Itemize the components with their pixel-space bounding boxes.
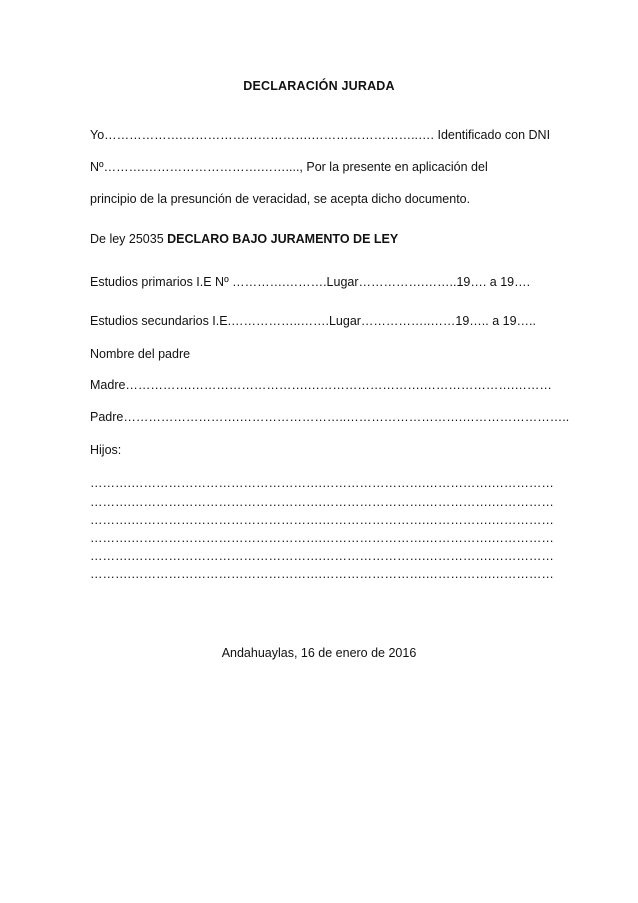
document-title: DECLARACIÓN JURADA <box>243 79 395 93</box>
principle-line: principio de la presunción de veracidad, se acepta dicho documento. <box>90 192 471 206</box>
children-line: ……….……………………………………….…………………….…………….…………… <box>90 567 554 581</box>
children-line: ……….……………………………………….…………………….…………….…………… <box>90 513 554 527</box>
secondary-studies-line: Estudios secundarios I.E.……………..…….Lugar……………..……19….. a 19….. <box>90 314 536 328</box>
declarant-line: Yo……………….………………………….……………………..…. Identificado con DNI <box>90 128 551 142</box>
father-name-label: Nombre del padre <box>90 347 191 361</box>
children-line: ……….……………………………………….…………………….…………….…………… <box>90 549 554 563</box>
law-line <box>90 232 398 247</box>
mother-line: Madre…………….……………………….……………………….………………….……… <box>90 378 552 392</box>
children-line: ……….……………………………………….…………………….…………….…………… <box>90 495 554 509</box>
primary-studies-line: Estudios primarios I.E Nº ………….……….Lugar…………….……..19…. a 19…. <box>90 275 531 289</box>
law-prefix: De ley 25035 <box>90 232 168 246</box>
dni-line: Nº……….……………………….……...., Por la presente en aplicación del <box>90 160 488 174</box>
place-date-line: Andahuaylas, 16 de enero de 2016 <box>221 646 417 660</box>
law-declaration: DECLARO BAJO JURAMENTO DE LEY <box>167 232 399 246</box>
father-line: Padre……………………….……………………..……………………….…………………….. <box>90 410 570 424</box>
children-line: ……….……………………………………….…………………….…………….…………… <box>90 531 554 545</box>
children-label: Hijos: <box>90 443 122 457</box>
children-line: ……….……………………………………….…………………….…………….…………… <box>90 476 554 490</box>
